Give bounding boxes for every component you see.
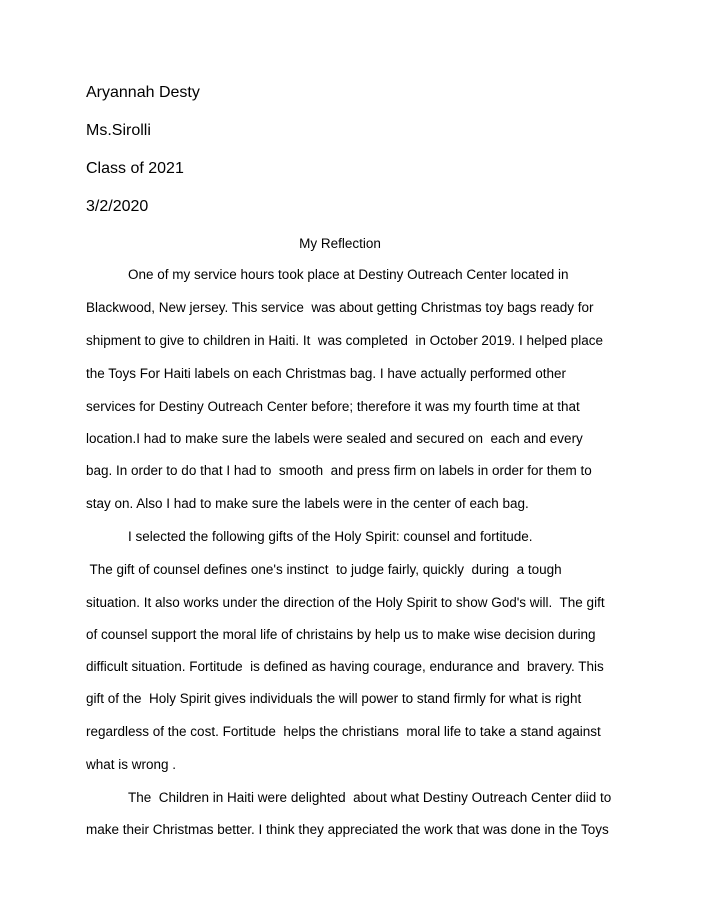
class-year: Class of 2021 xyxy=(86,160,184,177)
paragraph-line: the Toys For Haiti labels on each Christmas bag. I have actually performed other xyxy=(86,366,566,381)
paragraph-line: make their Christmas better. I think they appreciated the work that was done in the Toys xyxy=(86,822,609,837)
paragraph-line: of counsel support the moral life of christains by help us to make wise decision during xyxy=(86,627,596,642)
student-name: Aryannah Desty xyxy=(86,84,200,101)
essay-date: 3/2/2020 xyxy=(86,198,149,215)
paragraph-line: what is wrong . xyxy=(86,757,177,772)
paragraph-line: shipment to give to children in Haiti. It was completed in October 2019. I helped place xyxy=(86,333,604,348)
paragraph-line: One of my service hours took place at Destiny Outreach Center located in xyxy=(128,267,569,282)
paragraph-line: The gift of counsel defines one's instinct to judge fairly, quickly during a tough xyxy=(86,562,562,577)
paragraph-line: Blackwood, New jersey. This service was about getting Christmas toy bags ready for xyxy=(86,300,594,315)
essay-title: My Reflection xyxy=(299,236,381,251)
paragraph-line: bag. In order to do that I had to smooth and press firm on labels in order for them to xyxy=(86,463,592,478)
paragraph-line: difficult situation. Fortitude is defined as having courage, endurance and bravery. This xyxy=(86,659,604,674)
paragraph-line: gift of the Holy Spirit gives individuals the will power to stand firmly for what is right xyxy=(86,691,582,706)
paragraph-line: I selected the following gifts of the Holy Spirit: counsel and fortitude. xyxy=(128,529,533,544)
teacher-name: Ms.Sirolli xyxy=(86,122,151,139)
paragraph-line: location.I had to make sure the labels were sealed and secured on each and every xyxy=(86,431,583,446)
paragraph-line: stay on. Also I had to make sure the labels were in the center of each bag. xyxy=(86,496,529,511)
paragraph-line: regardless of the cost. Fortitude helps the christians moral life to take a stand against xyxy=(86,724,601,739)
paragraph-line: services for Destiny Outreach Center before; therefore it was my fourth time at that xyxy=(86,399,580,414)
paragraph-line: The Children in Haiti were delighted about what Destiny Outreach Center diid to xyxy=(128,790,612,805)
paragraph-line: situation. It also works under the direction of the Holy Spirit to show God's will. The gift xyxy=(86,595,605,610)
